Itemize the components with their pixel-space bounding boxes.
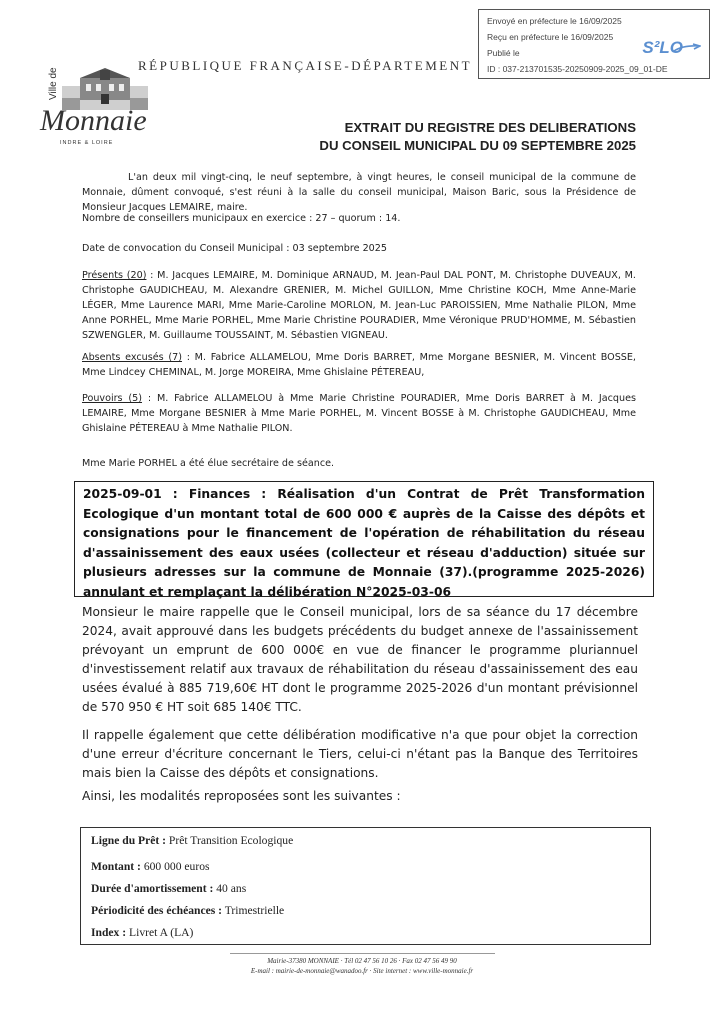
- logo-subtitle: INDRE & LOIRE: [60, 140, 114, 146]
- loan-montant-row: [91, 860, 210, 873]
- pouvoirs-paragraph: [82, 391, 636, 436]
- loan-index-row: [91, 926, 193, 939]
- intro-paragraph: L'an deux mil vingt-cinq, le neuf septembre, à vingt heures, le conseil municipal de la commune de Monnaie, dûment convoqué, s'est réuni à la salle du conseil municipal, Maison Baric, sous la Présidence de Monsieur Jacques LEMAIRE, maire.: [82, 172, 636, 213]
- absents-list: : M. Fabrice ALLAMELOU, Mme Doris BARRET, Mme Morgane BESNIER, M. Vincent BOSSE, Mme Lindcey CHEMINAL, M. Jorge MOREIRA, Mme Ghislaine PÉTEREAU,: [82, 352, 636, 378]
- slo-logo: S²LO: [642, 38, 683, 57]
- convocation-date: Date de convocation du Conseil Municipal : 03 septembre 2025: [82, 243, 387, 254]
- footer-divider: [230, 953, 495, 954]
- presents-paragraph: [82, 268, 636, 343]
- footer-address: Mairie-37380 MONNAIE · Tél 02 47 56 10 26 · Fax 02 47 56 49 90: [267, 957, 457, 965]
- document-title-line1: EXTRAIT DU REGISTRE DES DELIBERATIONS: [344, 120, 636, 135]
- loan-periodicite-value: Trimestrielle: [222, 904, 285, 917]
- presents-label: Présents (20): [82, 270, 147, 281]
- loan-index-label: Index :: [91, 926, 127, 939]
- paragraph-rappel: Monsieur le maire rappelle que le Conseil municipal, lors de sa séance du 17 décembre 2024, avait approuvé dans les budgets précédents du budget annexe de l'assainissement prévoyant un emprunt de 600 000€ en vue de financer le programme pluriannuel d'investissement relatif aux travaux de réhabilitation du réseau d'assainissement des eau usées évalué à 885 719,60€ HT dont le programme 2025-2026 d'un montant prévisionnel de 570 950 € HT soit 685 140€ TTC.: [82, 605, 638, 714]
- presents-list: : M. Jacques LEMAIRE, M. Dominique ARNAUD, M. Jean-Paul DAL PONT, M. Christophe DUVEAUX, M. Christophe GAUDICHEAU, M. Alexandre GRENIER, M. Michel GUILLON, Mme Christine KOCH, Mme Anne-Marie LÉGER, Mme Laurence MARI, Mme Marie-Caroline MORLON, M. Jean-Luc PAROISSIEN, Mme Nathalie PILON, Mme Anne PORHEL, Mme Marie PORHEL, Mme Marie Christine POURADIER, Mme Véronique PRUD'HOMME, M. Sébastien SZWENGLER, M. Guillaume TOUSSAINT, M. Sébastien VIGNEAU.: [82, 270, 636, 341]
- prefecture-stamp: [478, 9, 710, 79]
- slo-swoosh-icon: [673, 43, 701, 53]
- paragraph-modalites: Ainsi, les modalités reproposées sont les suivantes :: [82, 789, 401, 803]
- logo-ville-text: Ville de: [48, 67, 59, 100]
- loan-index-value: Livret A (LA): [126, 926, 194, 939]
- footer-contact: E-mail : mairie-de-monnaie@wanadoo.fr · Site internet : www.ville-monnaie.fr: [250, 967, 474, 975]
- loan-ligne-label: Ligne du Prêt :: [91, 834, 167, 847]
- stamp-envoye: Envoyé en préfecture le 16/09/2025: [487, 16, 622, 26]
- loan-duree-value: 40 ans: [213, 882, 247, 895]
- republique-header: RÉPUBLIQUE FRANÇAISE-DÉPARTEMENT: [138, 58, 473, 73]
- loan-ligne-value: Prêt Transition Ecologique: [166, 834, 294, 847]
- loan-duree-row: [91, 882, 246, 895]
- conseillers-count: Nombre de conseillers municipaux en exercice : 27 – quorum : 14.: [82, 213, 401, 224]
- pouvoirs-label: Pouvoirs (5): [82, 393, 143, 404]
- logo-monnaie-text: Monnaie: [40, 104, 147, 137]
- loan-duree-label: Durée d'amortissement :: [91, 882, 214, 895]
- absents-label: Absents excusés (7): [82, 352, 182, 363]
- town-logo: [30, 60, 160, 160]
- secretaire-line: Mme Marie PORHEL a été élue secrétaire de séance.: [82, 458, 335, 469]
- loan-ligne-row: [91, 834, 293, 847]
- pouvoirs-list: : M. Fabrice ALLAMELOU à Mme Marie Christine POURADIER, Mme Doris BARRET à M. Jacques LEMAIRE, Mme Morgane BESNIER à Mme Marie PORHEL, M. Vincent BOSSE à M. Christophe GAUDICHEAU, Mme Ghislaine PÉTEREAU à Mme Nathalie PILON.: [82, 393, 636, 434]
- stamp-publie: Publié le: [487, 48, 520, 58]
- stamp-id: ID : 037-213701535-20250909-2025_09_01-DE: [487, 64, 668, 74]
- absents-paragraph: [82, 350, 636, 380]
- paragraph-correction: Il rappelle également que cette délibération modificative n'a que pour objet la correction d'une erreur d'écriture concernant le Tiers, celui-ci n'étant pas la Banque des Territoires mais bien la Caisse des dépôts et consignations.: [82, 728, 638, 780]
- loan-periodicite-label: Périodicité des échéances :: [91, 904, 223, 917]
- loan-montant-label: Montant :: [91, 860, 141, 873]
- loan-details-box: [80, 827, 651, 945]
- loan-periodicite-row: [91, 904, 284, 917]
- deliberation-title-box: 2025-09-01 : Finances : Réalisation d'un Contrat de Prêt Transformation Ecologique d'un montant total de 600 000 € auprès de la Caisse des dépôts et consignations pour le financement de l'opération de réhabilitation du réseau d'assainissement des eaux usées (collecteur et réseau d'adduction) située sur plusieurs adresses sur la commune de Monnaie (37).(programme 2025-2026) annulant et remplaçant la délibération N°2025-03-06: [74, 481, 654, 597]
- stamp-recu: Reçu en préfecture le 16/09/2025: [487, 32, 614, 42]
- document-title-line2: DU CONSEIL MUNICIPAL DU 09 SEPTEMBRE 2025: [319, 138, 636, 153]
- loan-montant-value: 600 000 euros: [140, 860, 210, 873]
